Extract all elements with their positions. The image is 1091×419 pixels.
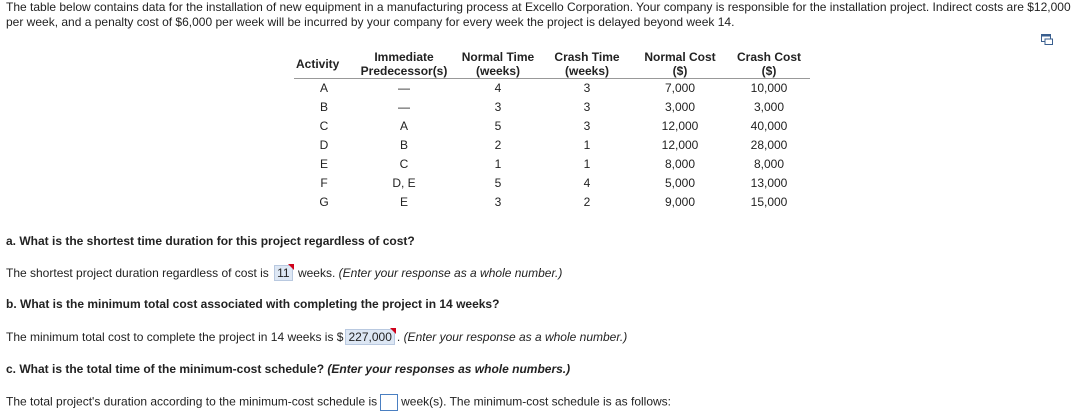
answer-flag-icon: [288, 264, 294, 270]
cell-pred: A: [399, 119, 408, 133]
header-nt-line1: Normal Time: [461, 50, 535, 64]
header-nt-line2: (weeks): [475, 64, 521, 78]
cell-normal-cost: 5,000: [664, 176, 696, 190]
cell-crash-time: 3: [583, 81, 591, 95]
cell-crash-cost: 15,000: [750, 195, 788, 209]
cell-normal-cost: 3,000: [664, 100, 696, 114]
cell-crash-cost: 13,000: [750, 176, 788, 190]
header-normal-time: [454, 50, 542, 79]
answer-a-hint: (Enter your response as a whole number.): [338, 266, 563, 280]
cell-crash-cost: 10,000: [750, 81, 788, 95]
cell-activity: C: [319, 119, 329, 133]
cell-activity: D: [319, 138, 329, 152]
cell-normal-time: 2: [494, 138, 502, 152]
question-c-label: c. What is the total time of the minimum-cost schedule?: [6, 362, 325, 376]
cell-crash-time: 3: [583, 100, 591, 114]
answer-b-hint: (Enter your response as a whole number.): [403, 330, 628, 344]
question-c: [6, 362, 570, 377]
header-nc-line2: ($): [672, 64, 688, 78]
header-crash-cost: [728, 50, 810, 79]
cell-activity: B: [319, 100, 328, 114]
cell-crash-time: 3: [583, 119, 591, 133]
cell-normal-time: 5: [494, 119, 502, 133]
question-c-hint: (Enter your responses as whole numbers.): [327, 362, 571, 376]
cell-normal-time: 4: [494, 81, 502, 95]
table-row: [294, 98, 810, 117]
answer-c-input[interactable]: [380, 394, 398, 411]
header-normal-cost: [632, 50, 728, 79]
cell-crash-cost: 8,000: [753, 157, 785, 171]
answer-b-suffix: .: [396, 330, 401, 344]
cell-pred: —: [398, 81, 410, 95]
cell-crash-time: 1: [583, 138, 591, 152]
answer-a-line: [6, 265, 562, 281]
cell-normal-time: 3: [494, 100, 502, 114]
answer-b-line: [6, 329, 627, 345]
cell-crash-time: 2: [583, 195, 591, 209]
cell-normal-cost: 12,000: [661, 119, 699, 133]
cell-normal-time: 5: [494, 176, 502, 190]
question-b: b. What is the minimum total cost associated with completing the project in 14 weeks?: [6, 297, 500, 311]
table-row: [294, 193, 810, 212]
cell-normal-cost: 12,000: [661, 138, 699, 152]
header-cc-line1: Crash Cost: [736, 50, 801, 64]
answer-a-field[interactable]: 11: [274, 265, 292, 281]
cell-activity: E: [319, 157, 328, 171]
table-header-row: [294, 50, 810, 79]
header-predecessors: [354, 50, 454, 79]
cell-crash-cost: 28,000: [750, 138, 788, 152]
answer-a-prefix: The shortest project duration regardless of cost is: [6, 266, 269, 280]
cell-activity: F: [320, 176, 328, 190]
cell-normal-cost: 9,000: [664, 195, 696, 209]
cell-normal-cost: 7,000: [664, 81, 696, 95]
header-activity: Activity: [294, 50, 354, 79]
cell-activity: A: [319, 81, 328, 95]
table-row: [294, 174, 810, 193]
answer-c-prefix: The total project's duration according to the minimum-cost schedule is: [6, 394, 378, 409]
cell-pred: C: [399, 157, 409, 171]
answer-c-line: [6, 394, 671, 411]
cell-crash-time: 4: [583, 176, 591, 190]
cell-activity: G: [319, 195, 329, 209]
copy-table-icon[interactable]: [1041, 34, 1053, 45]
cell-crash-time: 1: [583, 157, 591, 171]
header-nc-line1: Normal Cost: [644, 50, 716, 64]
table-row: [294, 79, 810, 99]
header-pred-line1: Immediate: [374, 50, 434, 64]
cell-pred: B: [399, 138, 408, 152]
cell-crash-cost: 3,000: [753, 100, 785, 114]
answer-c-suffix: week(s). The minimum-cost schedule is as follows:: [401, 394, 672, 409]
header-cc-line2: ($): [761, 64, 777, 78]
answer-b-field[interactable]: 227,000: [345, 329, 394, 345]
cell-pred: D, E: [392, 176, 416, 190]
question-a: a. What is the shortest time duration for this project regardless of cost?: [6, 234, 415, 248]
header-ct-line1: Crash Time: [554, 50, 620, 64]
header-ct-line2: (weeks): [564, 64, 610, 78]
problem-intro: The table below contains data for the installation of new equipment in a manufacturing process at Excello Corporation. Your company is responsible for the installation project. Indirect costs are $12,000 per week, and a penalty cost of $6,000 per week will be incurred by your company for every week the project is delayed beyond week 14.: [6, 0, 1071, 29]
activity-table: [294, 50, 810, 212]
table-row: [294, 117, 810, 136]
cell-normal-time: 1: [494, 157, 502, 171]
table-row: [294, 155, 810, 174]
cell-pred: E: [399, 195, 408, 209]
header-crash-time: [542, 50, 632, 79]
cell-normal-time: 3: [494, 195, 502, 209]
answer-flag-icon: [390, 328, 396, 334]
answer-a-suffix: weeks.: [297, 266, 336, 280]
answer-b-prefix: The minimum total cost to complete the project in 14 weeks is $: [6, 330, 344, 344]
table-row: [294, 136, 810, 155]
header-pred-line2: Predecessor(s): [360, 64, 448, 78]
cell-crash-cost: 40,000: [750, 119, 788, 133]
cell-pred: —: [398, 100, 410, 114]
cell-normal-cost: 8,000: [664, 157, 696, 171]
